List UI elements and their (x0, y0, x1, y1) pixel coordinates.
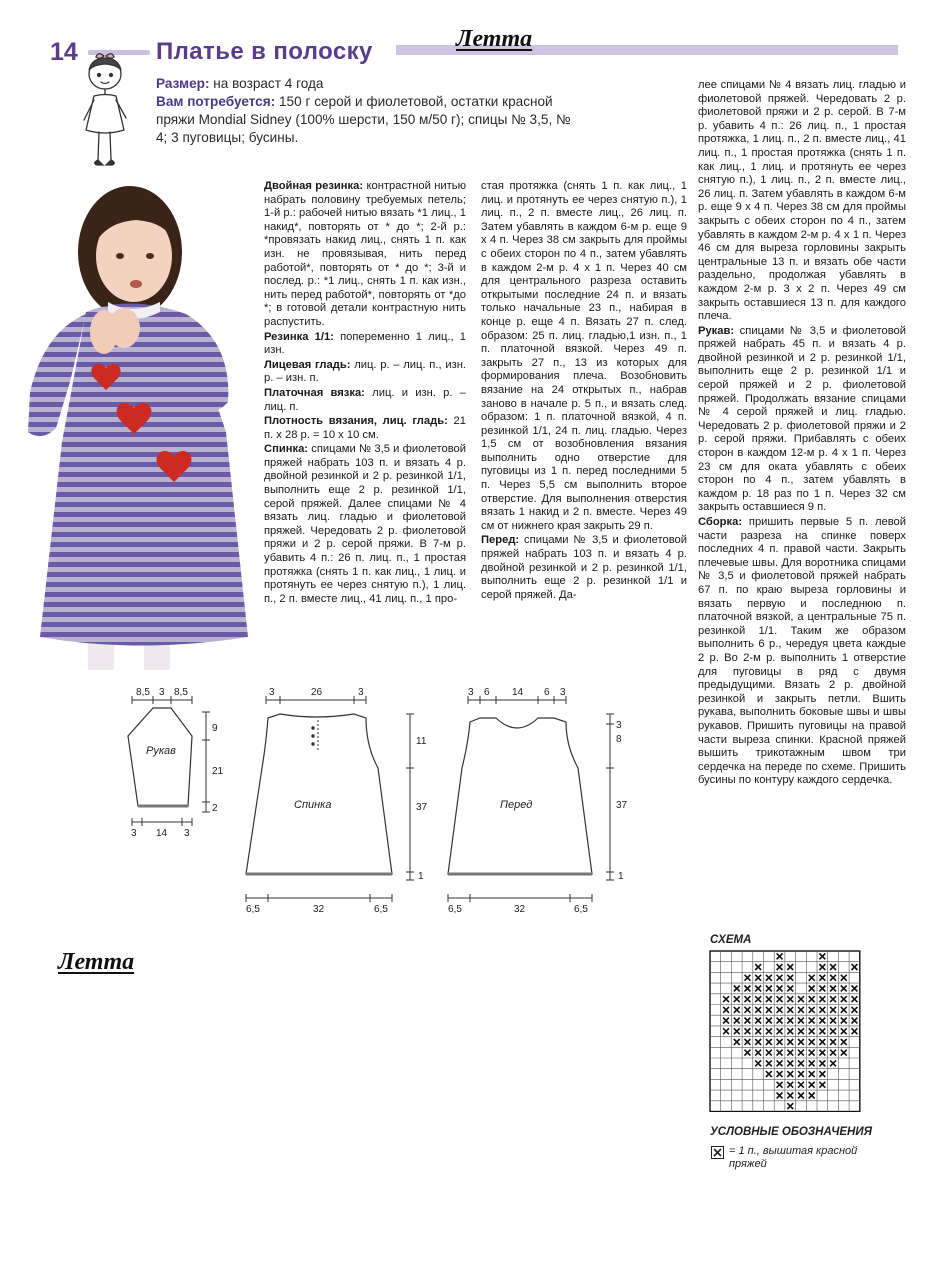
garter-paragraph (264, 387, 466, 414)
back-side-3: 1 (418, 871, 424, 882)
brand-logo-top[interactable]: Летта (456, 26, 533, 52)
front-top-1: 3 (468, 687, 474, 698)
girl-mascot-icon (76, 50, 140, 176)
sleeve-side-2: 21 (212, 766, 224, 777)
back-continued-paragraph: стая протяжка (снять 1 п. как лиц., 1 лиц. и протянуть ее через снятую п.), 1 лиц. п., 2 п. вместе лиц., 26 лиц. п. Затем убавлять в каждом 6-м р. еще 9 х 4 п. Через 38 см закрыть для проймы с обеих сторон по 4 п., затем убавлять в каждом 2-м р. 4 х 1 п. Через 40 см для центрального разреза оставить открытыми последние 24 п. и вязать только начальные 23 п., набирая в конце р. еще 4 п. Вязать 27 п. след. образом: 25 п. лиц. гладью,1 изн. п., 1 п. платочной вязкой. Через 49 п. закрыть 27 п., 13 из которых для формирования плеча. Возобновить вязание на 24 открытых п., набрав заново в начале р. 5 п., и вязать след. образом: 1 п. платочной вязкой, 4 п. резинкой 1/1, 24 п. лиц. гладью. Через 1,5 см от возобновления вязания выполнить одно отверстие для пуговицы из 1 п. перед последними 5 п. Через 5,5 см выполнить второе отверстие. Для выполнения отверстия вязать 1 накид и 2 п. вместе. Через 49 см от нижнего края закрыть 29 п. (481, 180, 687, 532)
materials-value: 150 г серой и фиолетовой, остатки красной пряжи Mondial Sidney (100% шерсти, 150 м/50 г); спицы № 3,5, № 4; 3 пуговицы; бусины. (156, 94, 571, 145)
intro-block (156, 75, 576, 147)
front-label: Перед (500, 799, 533, 811)
cross-stitch-icon (711, 1146, 724, 1159)
sleeve-bottom-3: 3 (184, 828, 190, 839)
back-bottom-1: 6,5 (246, 904, 260, 915)
front-bottom-3: 6,5 (574, 904, 588, 915)
back-top-2: 26 (311, 687, 323, 698)
front-top-2: 6 (484, 687, 490, 698)
sleeve-text: спицами № 3,5 и фиолетовой пряжей набрать 45 п. и вязать 4 р. двойной резинкой и 2 р. резинкой 1/1, выполнить еще 2 р. резинкой 1/1 и серой пряжей и 2 р. фиолетовой пряжей. Продолжать вязание спицами № 4 серой пряжей и лиц. гладью. Чередовать 2 р. фиолетовой пряжи и 2 р. серой пряжи. Прибавлять с обеих сторон в каждом 12-м р. 4 х 1 п. Через 23 см для оката убавлять с обеих сторон по 4 п., затем убавлять в каждом р. 18 раз по 1 п. Через 32 см закрыть оставшиеся 9 п. (698, 324, 906, 514)
rib-paragraph (264, 331, 466, 358)
front-bottom-1: 6,5 (448, 904, 462, 915)
sleeve-side-1: 9 (212, 723, 218, 734)
page-number: 14 (50, 38, 78, 66)
schema-title: СХЕМА (710, 934, 752, 946)
front-title: Перед: (481, 534, 520, 547)
instructions-column-1 (264, 180, 466, 607)
double-rib-title: Двойная резинка: (264, 180, 364, 192)
front-top-4: 6 (544, 687, 550, 698)
sleeve-top-2: 3 (159, 687, 165, 698)
front-continued-paragraph: лее спицами № 4 вязать лиц. гладью и фиолетовой пряжей. Чередовать 2 р. фиолетовой пряжи и 2 р. серой. В 7-м р. убавить 4 п.: 26 лиц. п., 1 простая протяжка, 1 лиц. п., 2 п. вместе лиц., 41 лиц. п., 1 простая протяжка (снять 1 п. как лиц., 1 лиц. и протянуть ее через снятую п.), 1 лиц. п., 2 п. вместе лиц., 26 лиц. п. Затем убавлять в каждом 6-м р. еще 9 х 4 п. Через 38 см для проймы закрыть с обеих сторон по 4 п., затем убавлять в каждом 2-м р. 4 х 1 п. Через 46 см для выреза горловины закрыть центральные 13 п. и вязать обе части раздельно, продолжая убавлять в каждом 2-м р. 3 х 2 п. Через 49 см закрыть оставшиеся 13 п. для каждого плеча. (698, 79, 906, 323)
stockinette-paragraph (264, 359, 466, 386)
instructions-column-2 (481, 180, 687, 603)
brand-logo-bottom[interactable]: Летта (58, 949, 135, 975)
front-diagram (440, 684, 636, 916)
sleeve-bottom-1: 3 (131, 828, 137, 839)
legend-title: УСЛОВНЫЕ ОБОЗНАЧЕНИЯ (710, 1126, 872, 1138)
front-text: спицами № 3,5 и фиолетовой пряжей набрать 103 п. и вязать 4 р. двойной резинкой и 2 р. резинкой 1/1, выполнить еще 2 р. резинкой 1/1 и серой пряжей. Да- (481, 534, 687, 601)
front-paragraph (481, 534, 687, 602)
sleeve-top-3: 8,5 (174, 687, 188, 698)
size-label: Размер: (156, 76, 210, 91)
instructions-column-3 (698, 79, 906, 789)
rib-title: Резинка 1/1: (264, 330, 334, 343)
back-bottom-3: 6,5 (374, 904, 388, 915)
sleeve-side-3: 2 (212, 803, 218, 814)
back-side-1: 11 (416, 736, 427, 747)
back-title: Спинка: (264, 443, 309, 456)
front-side-4: 1 (618, 871, 624, 882)
garter-text: лиц. и изн. р. – лиц. п. (264, 386, 467, 413)
front-side-2: 8 (616, 734, 622, 745)
back-top-1: 3 (269, 687, 275, 698)
legend-text: = 1 п., вышитая красной пряжей (729, 1145, 858, 1170)
double-rib-paragraph (264, 180, 466, 330)
materials-label: Вам потребуется: (156, 94, 276, 109)
back-top-3: 3 (358, 687, 364, 698)
sleeve-bottom-2: 14 (156, 828, 168, 839)
gauge-paragraph (264, 415, 466, 442)
assembly-paragraph (698, 516, 906, 788)
sleeve-title: Рукав: (698, 324, 735, 337)
assembly-title: Сборка: (698, 516, 743, 528)
front-side-1: 3 (616, 720, 622, 731)
back-text: спицами № 3,5 и фиолетовой пряжей набрать 103 п. и вязать 4 р. двойной резинкой и 2 р. резинкой 1/1, выполнить еще 2 р. резинкой 1/1, серой пряжей. Далее спицами № 4 вязать лиц. гладью и фиолетовой пряжей. Чередовать 2 р. фиолетовой пряжи и 2 р. серой пряжи. В 7-м р. убавить 4 п.: 26 п. лиц. п., 1 простая протяжка (снять 1 п. как лиц., 1 лиц. и протянуть ее через снятую п.), 1 лиц. п., 2 п. вместе лиц., 41 лиц. п., 1 про- (264, 443, 466, 605)
size-line (156, 75, 576, 93)
back-paragraph (264, 443, 466, 606)
sleeve-paragraph (698, 325, 906, 515)
stockinette-title: Лицевая гладь: (264, 358, 351, 371)
front-side-3: 37 (616, 800, 628, 811)
back-diagram (238, 684, 436, 916)
materials-line (156, 93, 576, 147)
page-title: Платье в полоску (156, 38, 373, 65)
girl-in-dress-photo (26, 182, 252, 672)
heart-schema-grid (709, 950, 873, 1112)
back-bottom-2: 32 (313, 904, 325, 915)
back-label: Спинка (294, 799, 332, 811)
size-value: на возраст 4 года (209, 76, 324, 91)
double-rib-text: контрастной нитью набрать половину требуемых петель; 1-й р.: рабочей нитью вязать *1 лиц., 1 накид*, повторять от * до *; 2-й р.: *провязать накид лиц., снять 1 п. как изн. не провязывая, нить перед работой*, повторять от * до *; 3-й и послед. р.: *1 лиц., снять 1 п. как изн., нить перед работой*, повторять от *до *; в готовой детали контрастную нить распустить. (264, 180, 467, 328)
sleeve-diagram (118, 684, 230, 840)
front-bottom-2: 32 (514, 904, 526, 915)
back-side-2: 37 (416, 802, 428, 813)
sleeve-top-1: 8,5 (136, 687, 150, 698)
assembly-text: пришить первые 5 п. левой части разреза на спинке поверх последних 4 п. правой части. Закрыть плечевые швы. Для воротника спицами № 3,5 и фиолетовой пряжей набрать 67 п. по краю выреза горловины и вязать первую и последнюю п. платочной вязкой, а центральные 75 п. резинкой 1/1. Таким же образом выполнить 6 р., чередуя цвета каждые 2 р. Во 2-м р. выполнить 1 отверстие для пуговицы в ряд с двумя предыдущими. Вязать 2 р. двойной резинкой и закрыть петли. Вшить рукава, выполнить боковые швы и швы рукавов. Пришить пуговицы на правой части выреза спинки. Красной пряжей вышить трикотажным швом три сердечка на переде по схеме. Пришить бусины по контуру каждого сердечка. (698, 516, 906, 787)
front-top-3: 14 (512, 687, 524, 698)
sleeve-label: Рукав (146, 745, 176, 757)
gauge-text: 21 п. х 28 р. = 10 х 10 см. (264, 415, 466, 441)
garter-title: Платочная вязка: (264, 386, 365, 399)
front-top-5: 3 (560, 687, 566, 698)
gauge-title: Плотность вязания, лиц. гладь: (264, 415, 448, 428)
rib-text: попеременно 1 лиц., 1 изн. (264, 330, 466, 357)
stockinette-text: лиц. р. – лиц. п., изн. р. – изн. п. (264, 358, 466, 385)
